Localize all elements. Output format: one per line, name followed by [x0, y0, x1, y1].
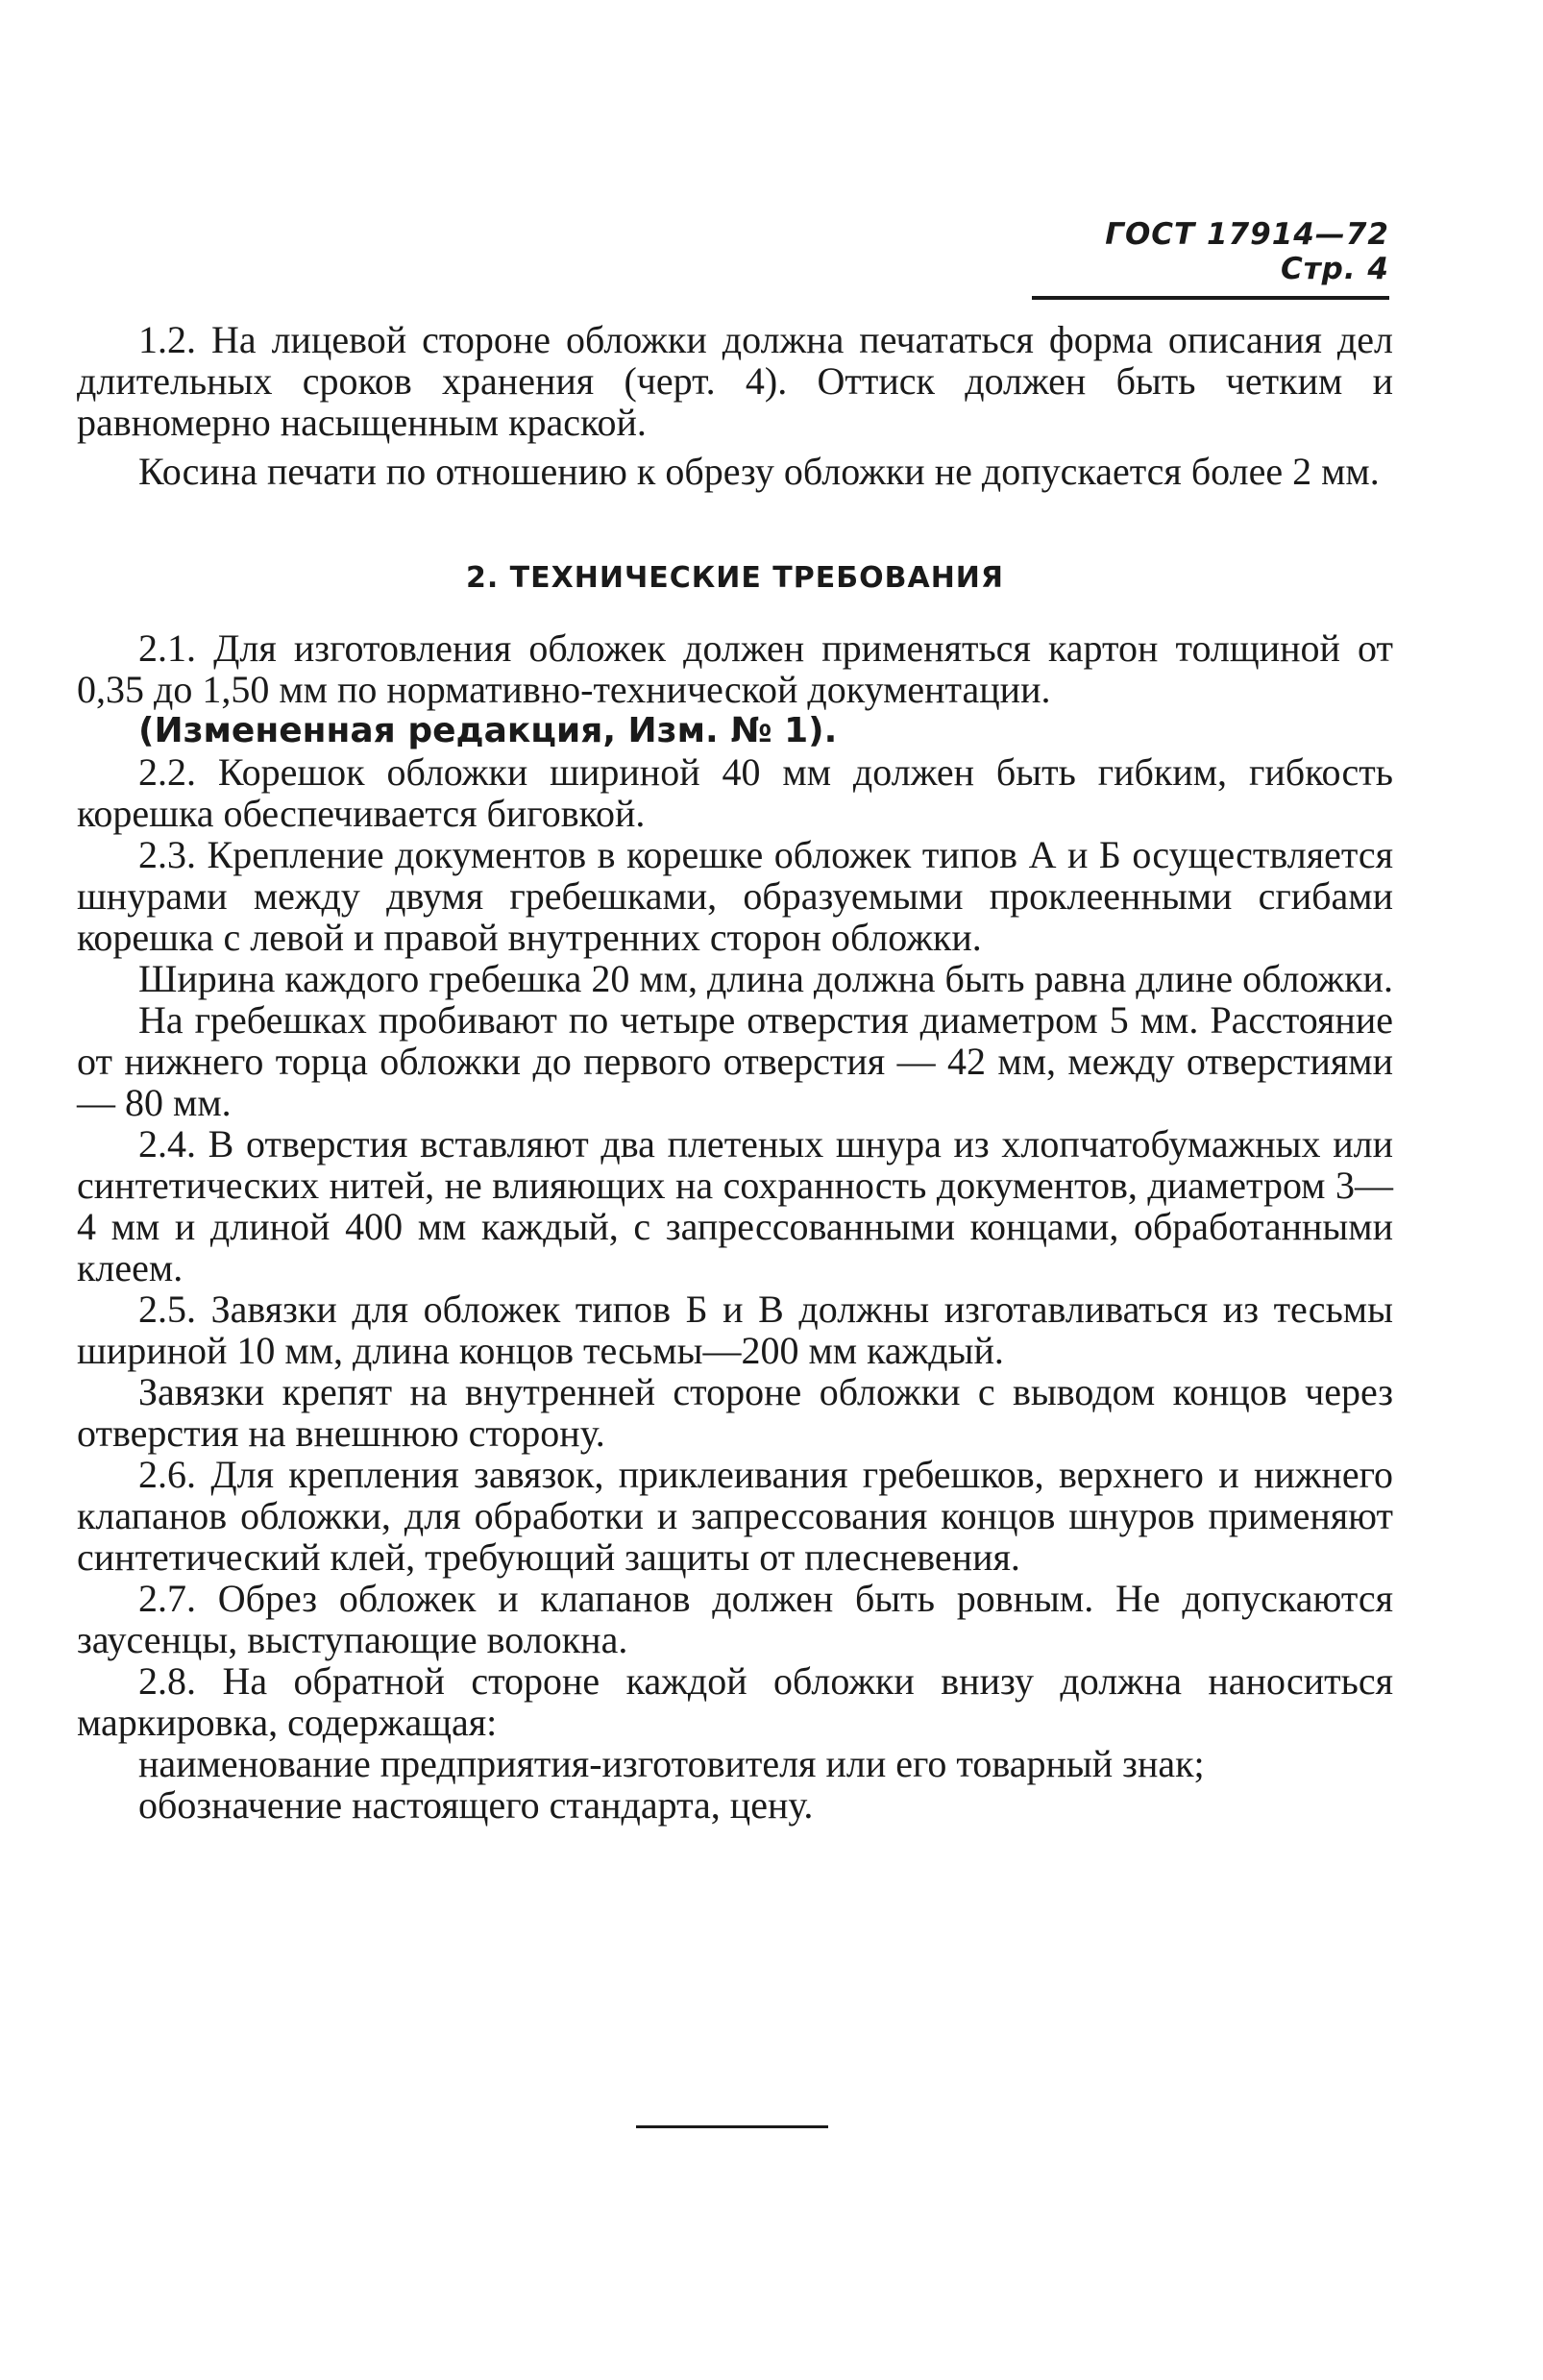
paragraph-2-3-holes: На гребешках пробивают по четыре отверстия диаметром 5 мм. Расстояние от нижнего торца обложки до первого отверстия — 42 мм, между отверстиями — 80 мм.: [77, 998, 1393, 1124]
paragraph-1-2: 1.2. На лицевой стороне обложки должна печататься форма описания дел длительных сроков хранения (черт. 4). Оттиск должен быть четким и равномерно насыщенным краской.: [77, 318, 1393, 444]
footer-divider: [636, 2125, 828, 2128]
paragraph-2-3-width: Ширина каждого гребешка 20 мм, длина должна быть равна длине обложки.: [138, 957, 1393, 1000]
paragraph-2-5-ties: Завязки крепят на внутренней стороне обложки с выводом концов через отверстия на внешнюю сторону.: [77, 1370, 1393, 1455]
paragraph-1-2-skew: Косина печати по отношению к обрезу обложки не допускается более 2 мм.: [138, 450, 1380, 493]
paragraph-2-4: 2.4. В отверстия вставляют два плетеных шнура из хлопчатобумажных или синтетических нитей, не влияющих на сохранность документов, диаметром 3—4 мм и длиной 400 мм каждый, с запрессованными концами, обработанными клеем.: [77, 1122, 1393, 1289]
marking-item-manufacturer: наименование предприятия-изготовителя или его товарный знак;: [138, 1742, 1205, 1785]
paragraph-2-3: 2.3. Крепление документов в корешке обложек типов А и Б осуществляется шнурами между двумя гребешками, образуемыми проклеенными сгибами корешка с левой и правой внутренних сторон обложки.: [77, 833, 1393, 959]
amendment-note: (Измененная редакция, Изм. № 1).: [138, 711, 838, 750]
paragraph-2-2: 2.2. Корешок обложки шириной 40 мм должен быть гибким, гибкость корешка обеспечивается биговкой.: [77, 750, 1393, 835]
paragraph-2-6: 2.6. Для крепления завязок, приклеивания гребешков, верхнего и нижнего клапанов обложки, для обработки и запрессования концов шнуров применяют синтетический клей, требующий защиты от плесневения.: [77, 1453, 1393, 1579]
paragraph-2-8: 2.8. На обратной стороне каждой обложки внизу должна наноситься маркировка, содержащая:: [77, 1659, 1393, 1744]
document-body: [77, 319, 1393, 1826]
page-number: Стр. 4: [1280, 252, 1389, 286]
paragraph-2-1: 2.1. Для изготовления обложек должен применяться картон толщиной от 0,35 до 1,50 мм по нормативно-технической документации.: [77, 626, 1393, 711]
paragraph-2-5: 2.5. Завязки для обложек типов Б и В должны изготавливаться из тесьмы шириной 10 мм, длина концов тесьмы—200 мм каждый.: [77, 1288, 1393, 1372]
page-header: [1032, 217, 1389, 300]
marking-item-standard: обозначение настоящего стандарта, цену.: [138, 1783, 814, 1827]
standard-number: ГОСТ 17914—72: [1105, 217, 1389, 252]
section-2-title: 2. ТЕХНИЧЕСКИЕ ТРЕБОВАНИЯ: [465, 561, 1005, 595]
paragraph-2-7: 2.7. Обрез обложек и клапанов должен быть ровным. Не допускаются заусенцы, выступающие волокна.: [77, 1577, 1393, 1661]
